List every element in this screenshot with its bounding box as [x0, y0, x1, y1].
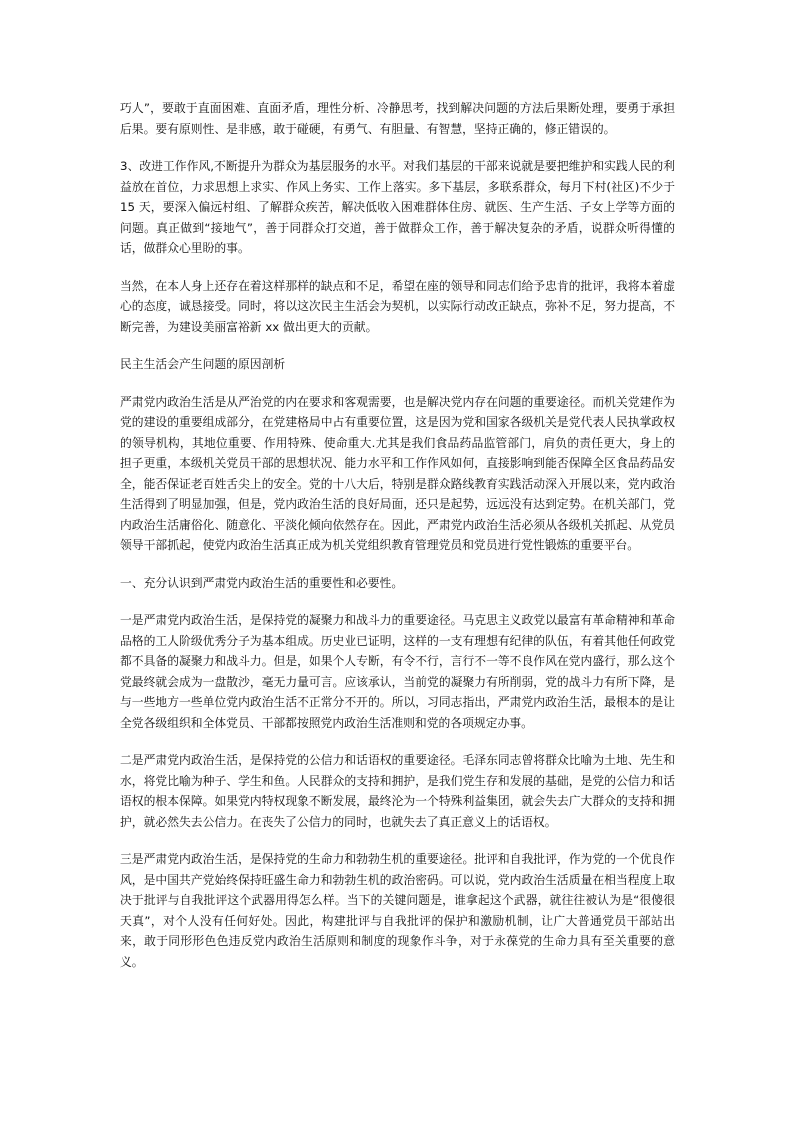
document-body	[120, 98, 675, 989]
paragraph-5: 一是严肃党内政治生活，是保持党的凝聚力和战斗力的重要途径。马克思主义政党以最富有革命精神和革命品格的工人阶级优秀分子为基本组成。历史业已证明，这样的一支有理想有纪律的队伍，有着其他任何政党都不具备的凝聚力和战斗力。但是，如果个人专断，有令不行，言行不一等不良作风在党内盛行，那么这个党最终就会成为一盘散沙，毫无力量可言。应该承认，当前党的凝聚力有所削弱，党的战斗力有所下降，是与一些地方一些单位党内政治生活不正常分不开的。所以，习同志指出，严肃党内政治生活，最根本的是让全党各级组织和全体党员、干部都按照党内政治生活准则和党的各项规定办事。	[120, 613, 675, 730]
paragraph-6: 二是严肃党内政治生活，是保持党的公信力和话语权的重要途径。毛泽东同志曾将群众比喻为土地、先生和水，将党比喻为种子、学生和鱼。人民群众的支持和拥护，是我们党生存和发展的基础，是党的公信力和话语权的根本保障。如果党内特权现象不断发展，最终沦为一个特殊利益集团，就会失去广大群众的支持和拥护，就必然失去公信力。在丧失了公信力的同时，也就失去了真正意义上的话语权。	[120, 753, 675, 829]
paragraph-3: 当然，在本人身上还存在着这样那样的缺点和不足，希望在座的领导和同志们给予忠肯的批评，我将本着虚心的态度，诚恳接受。同时，将以这次民主生活会为契机，以实际行动改正缺点，弥补不足，努力提高，不断完善，为建设美丽富裕新 xx 做出更大的贡献。	[120, 278, 675, 334]
paragraph-7: 三是严肃党内政治生活，是保持党的生命力和勃勃生机的重要途径。批评和自我批评，作为党的一个优良作风，是中国共产党始终保持旺盛生命力和勃勃生机的政治密码。可以说，党内政治生活质量在相当程度上取决于批评与自我批评这个武器用得怎么样。当下的关键问题是，谁拿起这个武器，就往往被认为是“很傻很天真”，对个人没有任何好处。因此，构建批评与自我批评的保护和激励机制，让广大普通党员干部站出来，敢于同形形色色违反党内政治生活原则和制度的现象作斗争，对于永葆党的生命力具有至关重要的意义。	[120, 852, 675, 969]
section-heading-cause-analysis: 民主生活会产生问题的原因剖析	[120, 357, 286, 371]
paragraph-4: 严肃党内政治生活是从严治党的内在要求和客观需要，也是解决党内存在问题的重要途径。而机关党建作为党的建设的重要组成部分，在党建格局中占有重要位置，这是因为党和国家各级机关是党代表人民执掌政权的领导机构，其地位重要、作用特殊、使命重大.尤其是我们食品药品监管部门，肩负的责任更大，身上的担子更重，本级机关党员干部的思想状况、能力水平和工作作风如何，直接影响到能否保障全区食品药品安全，能否保证老百姓舌尖上的安全。党的十八大后，特别是群众路线教育实践活动深入开展以来，党内政治生活得到了明显加强，但是，党内政治生活的良好局面，还只是起势，远远没有达到定势。在机关部门，党内政治生活庸俗化、随意化、平淡化倾向依然存在。因此，严肃党内政治生活必须从各级机关抓起、从党员领导干部抓起，使党内政治生活真正成为机关党组织教育管理党员和党员进行党性锻炼的重要平台。	[120, 394, 675, 552]
paragraph-2: 3、改进工作作风,不断提升为群众为基层服务的水平。对我们基层的干部来说就是要把维护和实践人民的利益放在首位，力求思想上求实、作风上务实、工作上落实。多下基层，多联系群众，每月下村(社区)不少于 15 天，要深入偏远村组、了解群众疾苦，解决低收入困难群体住房、就医、生产生活、子女上学等方面的问题。真正做到“接地气”，善于同群众打交道，善于做群众工作，善于解决复杂的矛盾，说群众听得懂的话，做群众心里盼的事。	[120, 159, 675, 255]
paragraph-1: 巧人”，要敢于直面困难、直面矛盾，理性分析、冷静思考，找到解决问题的方法后果断处理，要勇于承担后果。要有原则性、是非感，敢于碰硬，有勇气、有胆量、有智慧，坚持正确的，修正错误的。	[120, 101, 675, 136]
section-heading-importance: 一、充分认识到严肃党内政治生活的重要性和必要性。	[120, 575, 404, 590]
